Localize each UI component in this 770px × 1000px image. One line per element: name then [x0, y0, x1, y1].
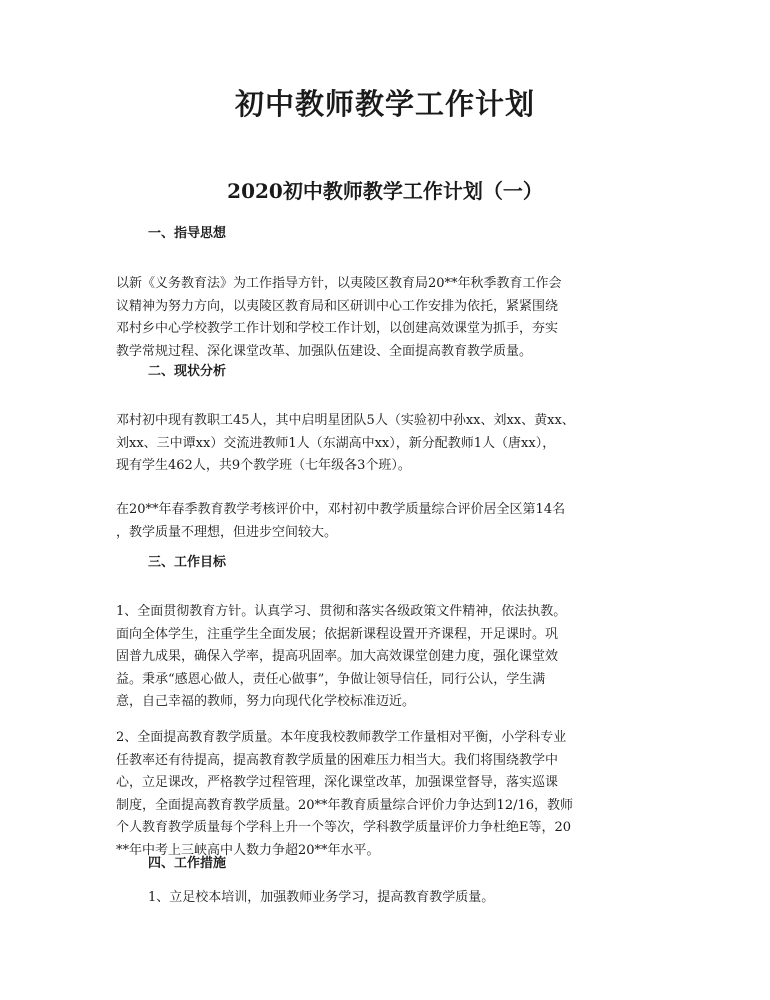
paragraph-line: 议精神为努力方向，以夷陵区教育局和区研训中心工作安排为依托，紧紧围绕 — [116, 298, 559, 314]
paragraph-line: 在20**年春季教育教学考核评价中，邓村初中教学质量综合评价居全区第14名 — [116, 502, 566, 517]
heading-work-goals: 三、工作目标 — [148, 555, 227, 570]
paragraph-line: 益。秉承“感恩心做人，责任心做事”，争做让领导信任，同行公认，学生满 — [116, 671, 546, 687]
paragraph-line: 个人教育教学质量每个学科上升一个等次，学科教学质量评价力争杜绝E等，20 — [116, 820, 572, 835]
paragraph-guiding-ideology — [116, 273, 661, 363]
section-title: 2020初中教师教学工作计划（一） — [227, 179, 543, 203]
paragraph-line: 以新《义务教育法》为工作指导方针，以夷陵区教育局20**年秋季教育工作会 — [116, 276, 562, 291]
paragraph-goal-2 — [116, 727, 661, 862]
paragraph-line: 固普九成果，确保入学率，提高巩固率。加大高效课堂创建力度，强化课堂效 — [116, 649, 559, 664]
paragraph-line: 心，立足课改，严格教学过程管理，深化课堂改革，加强课堂督导，落实巡课 — [116, 775, 559, 790]
paragraph-line: 1、全面贯彻教育方针。认真学习、贯彻和落实各级政策文件精神，依法执教。 — [116, 604, 567, 619]
paragraph-line: 意，自己幸福的教师，努力向现代化学校标准迈近。 — [116, 694, 416, 709]
paragraph-line: 任教率还有待提高，提高教育教学质量的困难压力相当大。我们将围绕教学中 — [116, 752, 559, 768]
paragraph-line: 刘xx、三中谭xx）交流进教师1人（东湖高中xx），新分配教师1人（唐xx）， — [116, 435, 556, 451]
paragraph-status-analysis — [116, 410, 661, 478]
paragraph-line: ，教学质量不理想，但进步空间较大。 — [116, 524, 338, 540]
paragraph-line: 2、全面提高教育教学质量。本年度我校教师教学工作量相对平衡，小学科专业 — [116, 730, 567, 745]
paragraph-line: **年中考上三峡高中人数力争超20**年水平。 — [116, 842, 380, 858]
heading-guiding-ideology: 一、指导思想 — [148, 226, 227, 241]
paragraph-assessment — [116, 499, 661, 544]
paragraph-line: 制度，全面提高教育教学质量。20**年教育质量综合评价力争达到12/16，教师 — [116, 797, 574, 813]
heading-work-measures: 四、工作措施 — [148, 856, 227, 871]
paragraph-goal-1 — [116, 601, 661, 714]
paragraph-line: 教学常规过程、深化课堂改革、加强队伍建设、全面提高教育教学质量。 — [116, 343, 533, 359]
paragraph-line: 面向全体学生，注重学生全面发展；依据新课程设置开齐课程，开足课时。巩 — [116, 626, 559, 642]
measure-item-1: 1、立足校本培训，加强教师业务学习，提高教育教学质量。 — [148, 890, 495, 905]
paragraph-line: 现有学生462人，共9个教学班（七年级各3个班）。 — [116, 458, 411, 473]
paragraph-line: 邓村初中现有教职工45人，其中启明星团队5人（实验初中孙xx、刘xx、黄xx、 — [116, 413, 575, 428]
heading-status-analysis: 二、现状分析 — [148, 364, 227, 379]
document-title: 初中教师教学工作计划 — [234, 87, 535, 121]
paragraph-line: 邓村乡中心学校教学工作计划和学校工作计划，以创建高效课堂为抓手，夯实 — [116, 321, 559, 336]
